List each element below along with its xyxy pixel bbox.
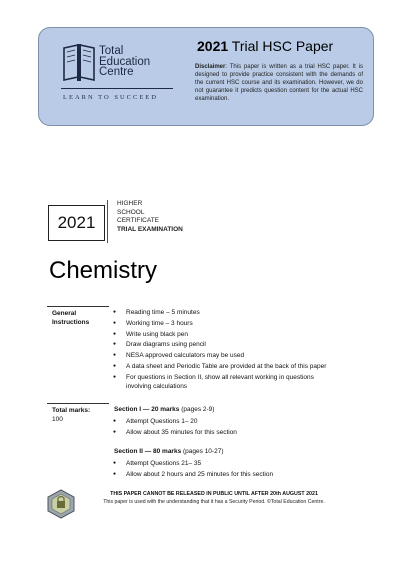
security-seal-icon [46,489,76,519]
general-instructions-label: General Instructions [52,310,90,326]
logo-rule [61,88,173,89]
general-rule [47,306,109,307]
release-notice: THIS PAPER CANNOT BE RELEASED IN PUBLIC UNTIL AFTER 20th AUGUST 2021 [110,491,318,497]
instruction-item: ● Working time – 3 hours [113,319,328,328]
instruction-item: ● Draw diagrams using pencil [113,340,328,349]
instruction-item: ● NESA approved calculators may be used [113,351,328,360]
header-divider [107,200,108,243]
section-1-list [113,417,328,438]
section-2-list [113,459,328,480]
header-banner [38,27,374,126]
general-instructions-list [113,308,328,393]
cert-line-certificate: CERTIFICATE [117,217,160,225]
cert-line-school: SCHOOL [117,208,145,216]
section-1-item: ● Allow about 35 minutes for this section [113,428,328,438]
instruction-item: ● Reading time – 5 minutes [113,308,328,317]
banner-title [197,38,333,54]
section-2-item: ● Allow about 2 hours and 25 minutes for this section [113,470,328,480]
disclaimer-text: : This paper is written as a trial HSC paper. It is designed to provide practice consistent with the demands of the current HSC course and its examination. However, we do not guarantee it predicts question content for the actual HSC examination. [195,64,363,102]
logo-wordmark: Total Education Centre [99,45,151,78]
instruction-item: ● Write using black pen [113,330,328,339]
subject-title: Chemistry [49,257,158,284]
total-rule [47,403,109,404]
instruction-item: ● For questions in Section II, show all relevant working in questions involving calculations [113,373,328,391]
security-notice: This paper is used with the understanding that it has a Security Period. ©Total Education Centre. [103,499,325,505]
disclaimer-label: Disclaimer [195,64,226,70]
section-2-heading: Section II — 80 marks (pages 10-27) [114,448,224,455]
certificate-title [117,200,183,235]
cert-line-exam: TRIAL EXAMINATION [117,226,183,234]
banner-title-text: Trial HSC Paper [231,38,334,54]
instruction-item: ● A data sheet and Periodic Table are provided at the back of this paper [113,362,328,371]
total-marks-value: 100 [52,416,63,423]
section-2-item: ● Attempt Questions 21– 35 [113,459,328,469]
section-1-heading: Section I — 20 marks (pages 2-9) [114,406,215,413]
disclaimer [195,63,363,103]
total-marks-label: Total marks: [52,407,91,414]
logo-tagline: LEARN TO SUCCEED [63,94,158,101]
cert-line-higher: HIGHER [117,200,143,207]
open-book-icon [61,42,97,86]
banner-title-year: 2021 [197,38,229,54]
section-1-item: ● Attempt Questions 1– 20 [113,417,328,427]
year-box: 2021 [48,205,105,241]
total-education-centre-logo [61,40,191,115]
